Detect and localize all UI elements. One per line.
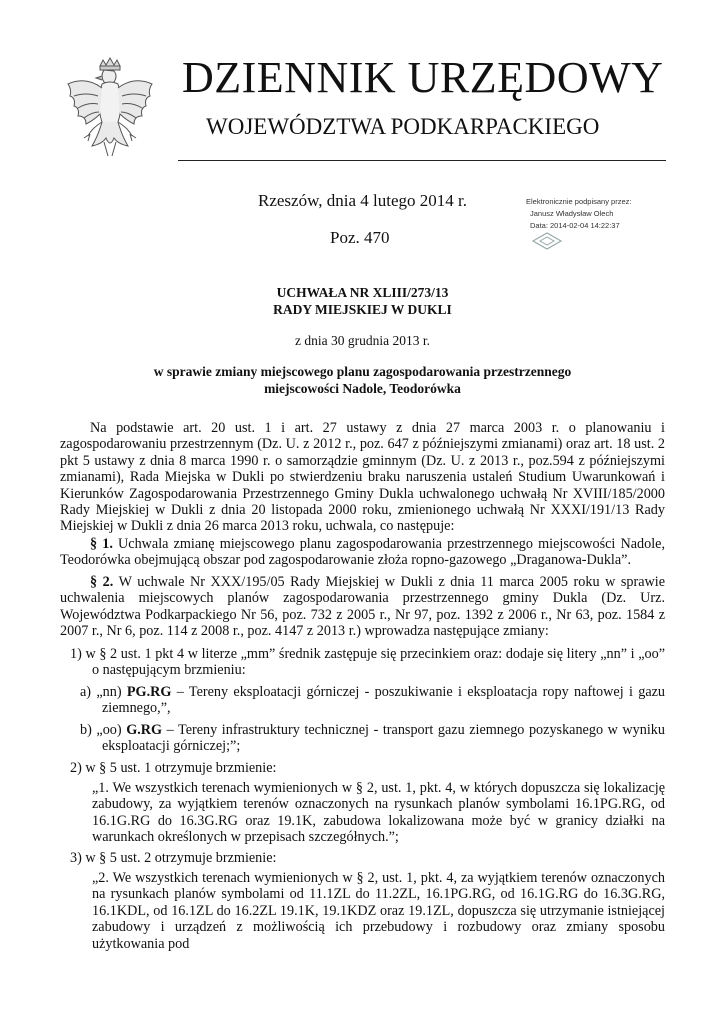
list-item-3-quote bbox=[92, 870, 665, 952]
list-item-1b-prefix: b) „oo) bbox=[80, 722, 127, 738]
position-number: Poz. 470 bbox=[330, 228, 390, 247]
publication-date: Rzeszów, dnia 4 lutego 2014 r. bbox=[258, 191, 467, 210]
resolution-title-line2: RADY MIEJSKIEJ W DUKLI bbox=[273, 302, 452, 317]
masthead-subtitle: WOJEWÓDZTWA PODKARPACKIEGO bbox=[206, 114, 600, 139]
resolution-title-line1: UCHWAŁA NR XLIII/273/13 bbox=[276, 285, 449, 300]
list-item-2-quote bbox=[92, 780, 665, 846]
list-item-1 bbox=[60, 646, 665, 679]
list-item-1b bbox=[80, 722, 665, 755]
resolution-date: z dnia 30 grudnia 2013 r. bbox=[295, 333, 430, 348]
list-item-1a-code: PG.RG bbox=[126, 684, 172, 700]
signature-name: Janusz Władysław Olech bbox=[530, 209, 614, 218]
list-item-3-quote-text: „2. We wszystkich terenach wymienionych w § 2, ust. 1, pkt. 4, za wyjątkiem terenów oznaczonych na rysunkach planów symbolami od 11.1ZL do 11.2ZL, 16.1PG.RG, od 16.1G.RG do 16.3G.RG, 16.1KDL, od 16.1ZL do 16.2ZL 19.1K, 19.1KDZ oraz 19.1ZL, dopuszcza się utrzymanie istniejącej zabudowy i urządzeń z możliwością ich przebudowy i rozbudowy oraz zmiany sposobu użytkowania pod bbox=[92, 870, 665, 952]
resolution-subject-line2: miejscowości Nadole, Teodorówka bbox=[264, 381, 461, 396]
preamble-paragraph: Na podstawie art. 20 ust. 1 i art. 27 ustawy z dnia 27 marca 2003 r. o planowaniu i zagospodarowaniu przestrzennym (Dz. U. z 2012 r., poz. 647 z późniejszymi zmianami) oraz art. 18 ust. 2 pkt 5 ustawy z dnia 8 marca 1990 r. o samorządzie gminnym (Dz. U. z 2013 r., poz.594 z późniejszymi zmianami), Rada Miejska w Dukli po stwierdzeniu braku naruszenia ustaleń Studium Uwarunkowań i Kierunków Zagospodarowania Przestrzennego Gminy Dukla uchwalonego uchwałą Nr XVIII/185/2000 Rady Miejskiej w Dukli z dnia 20 listopada 2000 roku, zmienionego uchwałą Nr XXXI/191/13 Rady Miejskiej w Dukli z dnia 26 marca 2013 roku, uchwala, co następuje: bbox=[60, 420, 665, 535]
masthead-title: DZIENNIK URZĘDOWY bbox=[182, 53, 664, 102]
section-1-paragraph bbox=[60, 536, 665, 569]
list-item-1a-prefix: a) „nn) bbox=[80, 684, 127, 700]
list-item-1a-text: – Tereny eksploatacji górniczej - poszukiwanie i eksploatacja ropy naftowej i gazu ziemnego,”, bbox=[102, 684, 666, 717]
list-item-1a bbox=[80, 684, 665, 717]
eagle-emblem-icon bbox=[62, 56, 158, 164]
signature-label: Elektronicznie podpisany przez: bbox=[526, 197, 632, 206]
list-item-2 bbox=[70, 760, 665, 776]
resolution-subject-line1: w sprawie zmiany miejscowego planu zagospodarowania przestrzennego bbox=[153, 364, 572, 379]
section-2-paragraph bbox=[60, 574, 665, 640]
section-1-label: § 1. bbox=[90, 536, 113, 552]
list-item-2-text: 2) w § 5 ust. 1 otrzymuje brzmienie: bbox=[70, 760, 277, 776]
list-item-1b-text: – Tereny infrastruktury technicznej - transport gazu ziemnego pozyskanego w wyniku eksploatacji górniczej;”; bbox=[102, 722, 665, 755]
section-2-label: § 2. bbox=[90, 574, 114, 590]
list-item-1b-code: G.RG bbox=[126, 722, 163, 738]
signature-stamp-icon bbox=[530, 230, 564, 252]
electronic-signature bbox=[526, 196, 666, 232]
list-item-3 bbox=[70, 850, 665, 866]
signature-date: Data: 2014-02-04 14:22:37 bbox=[530, 221, 620, 230]
list-item-1-text: 1) w § 2 ust. 1 pkt 4 w literze „mm” średnik zastępuje się przecinkiem oraz: dodaje się litery „nn” i „oo” o następującym brzmieniu: bbox=[70, 646, 665, 679]
list-item-2-quote-text: „1. We wszystkich terenach wymienionych w § 2, ust. 1, pkt. 4, w których dopuszcza się lokalizację zabudowy, za wyjątkiem terenów oznaczonych na rysunkach planów symbolami 16.1PG.RG, od 16.1G.RG do 16.3G.RG oraz 19.1K, zabudowa lokalizowana może być w granicy działki na warunkach określonych w przepisach szczegółnych.”; bbox=[92, 780, 665, 846]
section-2-text: W uchwale Nr XXX/195/05 Rady Miejskiej w Dukli z dnia 11 marca 2005 roku w sprawie uchwalenia miejscowych planów zagospodarowania przestrzennego gminy Dukla (Dz. Urz. Województwa Podkarpackiego Nr 56, poz. 732 z 2005 r., Nr 97, poz. 1392 z 2006 r., Nr 63, poz. 1584 z 2007 r., Nr 6, poz. 114 z 2008 r., poz. 4147 z 2013 r.) wprowadza następujące zmiany: bbox=[60, 574, 666, 640]
section-1-text: Uchwala zmianę miejscowego planu zagospodarowania przestrzennego miejscowości Nadole, Teodorówka obejmującą obszar pod zagospodarowanie złoża ropno-gazowego „Draganowa-Dukla”. bbox=[60, 536, 666, 569]
masthead-divider bbox=[178, 160, 666, 161]
list-item-3-text: 3) w § 5 ust. 2 otrzymuje brzmienie: bbox=[70, 850, 277, 866]
